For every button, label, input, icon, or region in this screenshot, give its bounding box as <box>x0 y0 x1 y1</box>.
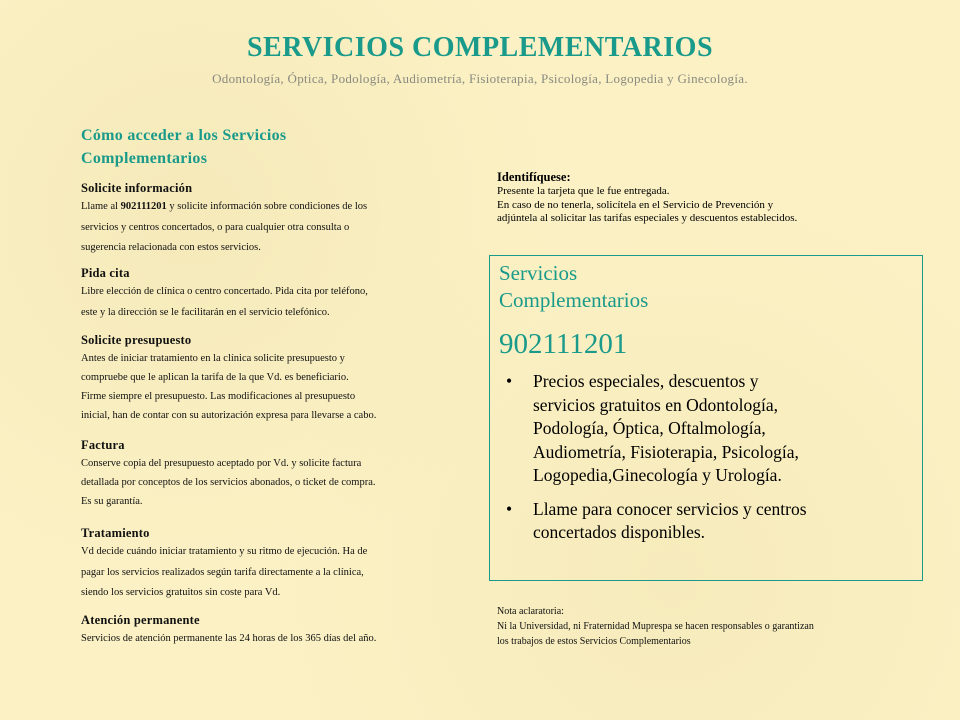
services-box-heading <box>499 260 648 314</box>
section-factura-line2: detallada por conceptos de los servicios abonados, o ticket de compra. <box>81 477 376 488</box>
disclaimer-note <box>497 604 917 649</box>
page-title: SERVICIOS COMPLEMENTARIOS <box>246 32 714 63</box>
section-tratamiento-title: Tratamiento <box>81 526 150 540</box>
access-heading-line2: Complementarios <box>81 150 208 167</box>
section-presupuesto-line3: Firme siempre el presupuesto. Las modificaciones al presupuesto <box>81 391 356 402</box>
info-phone: 902111201 <box>120 201 167 212</box>
list-item-line: Logopedia,Ginecología y Urología. <box>533 465 782 485</box>
bullet-icon: • <box>506 371 513 391</box>
disclaimer-line2: los trabajos de estos Servicios Complementarios <box>497 636 691 647</box>
section-presupuesto <box>81 332 471 425</box>
section-factura <box>81 437 471 511</box>
services-phone-number: 902111201 <box>499 328 628 360</box>
list-item-line: Llame para conocer servicios y centros <box>533 498 807 519</box>
section-presupuesto-title: Solicite presupuesto <box>81 333 192 347</box>
info-text-pre: Llame al <box>81 201 121 212</box>
section-info-title: Solicite información <box>81 181 193 195</box>
section-info <box>81 180 471 259</box>
list-item-line: Precios especiales, descuentos y <box>533 371 759 391</box>
section-cita-line2: este y la dirección se le facilitarán en el servicio telefónico. <box>81 306 330 318</box>
section-cita-line1: Libre elección de clínica o centro concertado. Pida cita por teléfono, <box>81 286 368 297</box>
section-factura-line1: Conserve copia del presupuesto aceptado por Vd. y solicite factura <box>81 458 362 469</box>
bullet-icon: • <box>506 498 513 519</box>
section-cita-title: Pida cita <box>81 266 130 280</box>
identifiquese-block <box>497 170 917 226</box>
list-item-line: Audiometría, Fisioterapia, Psicología, <box>533 441 799 462</box>
section-tratamiento-line1: Vd decide cuándo iniciar tratamiento y su ritmo de ejecución. Ha de <box>81 546 368 557</box>
section-tratamiento <box>81 525 471 604</box>
section-factura-title: Factura <box>81 438 125 452</box>
section-info-line2: servicios y centros concertados, o para cualquier otra consulta o <box>81 221 350 233</box>
services-list <box>502 370 912 555</box>
page-subtitle: Odontología, Óptica, Podología, Audiometría, Fisioterapia, Psicología, Logopedia y Ginecología. <box>212 71 748 86</box>
list-item-line: concertados disponibles. <box>533 522 706 542</box>
services-box <box>489 255 923 581</box>
section-cita <box>81 265 471 323</box>
list-item <box>502 370 912 488</box>
list-item-line: servicios gratuitos en Odontología, <box>533 394 778 415</box>
section-info-line3: sugerencia relacionada con estos servicios. <box>81 242 261 253</box>
identifiquese-title: Identifíquese: <box>497 170 571 184</box>
identifiquese-line3: adjúntela al solicitar las tarifas especiales y descuentos establecidos. <box>497 212 798 224</box>
section-atencion <box>81 612 471 648</box>
section-presupuesto-line4: inicial, han de contar con su autorización expresa para llevarse a cabo. <box>81 410 377 421</box>
list-item <box>502 498 912 545</box>
list-item-line: Podología, Óptica, Oftalmología, <box>533 418 766 438</box>
info-text-post: y solicite información sobre condiciones de los <box>166 201 368 212</box>
identifiquese-line2: En caso de no tenerla, solicítela en el Servicio de Prevención y <box>497 198 774 211</box>
section-atencion-line1: Servicios de atención permanente las 24 horas de los 365 días del año. <box>81 633 377 644</box>
services-box-heading-line1: Servicios <box>499 261 578 285</box>
section-tratamiento-line3: siendo los servicios gratuitos sin coste para Vd. <box>81 587 281 598</box>
section-presupuesto-line1: Antes de iniciar tratamiento en la clínica solicite presupuesto y <box>81 353 345 364</box>
section-info-line1 <box>81 197 471 218</box>
disclaimer-line1: Ni la Universidad, ni Fraternidad Muprespa se hacen responsables o garantizan <box>497 621 814 632</box>
section-presupuesto-line2: compruebe que le aplican la tarifa de la que Vd. es beneficiario. <box>81 372 349 383</box>
disclaimer-title: Nota aclaratoria: <box>497 606 564 617</box>
access-heading <box>81 124 461 170</box>
access-heading-line1: Cómo acceder a los Servicios <box>81 127 287 144</box>
services-box-heading-line2: Complementarios <box>499 288 649 312</box>
identifiquese-line1: Presente la tarjeta que le fue entregada. <box>497 185 670 197</box>
section-atencion-title: Atención permanente <box>81 613 200 627</box>
section-tratamiento-line2: pagar los servicios realizados según tarifa directamente a la clínica, <box>81 566 364 578</box>
section-factura-line3: Es su garantía. <box>81 496 143 507</box>
